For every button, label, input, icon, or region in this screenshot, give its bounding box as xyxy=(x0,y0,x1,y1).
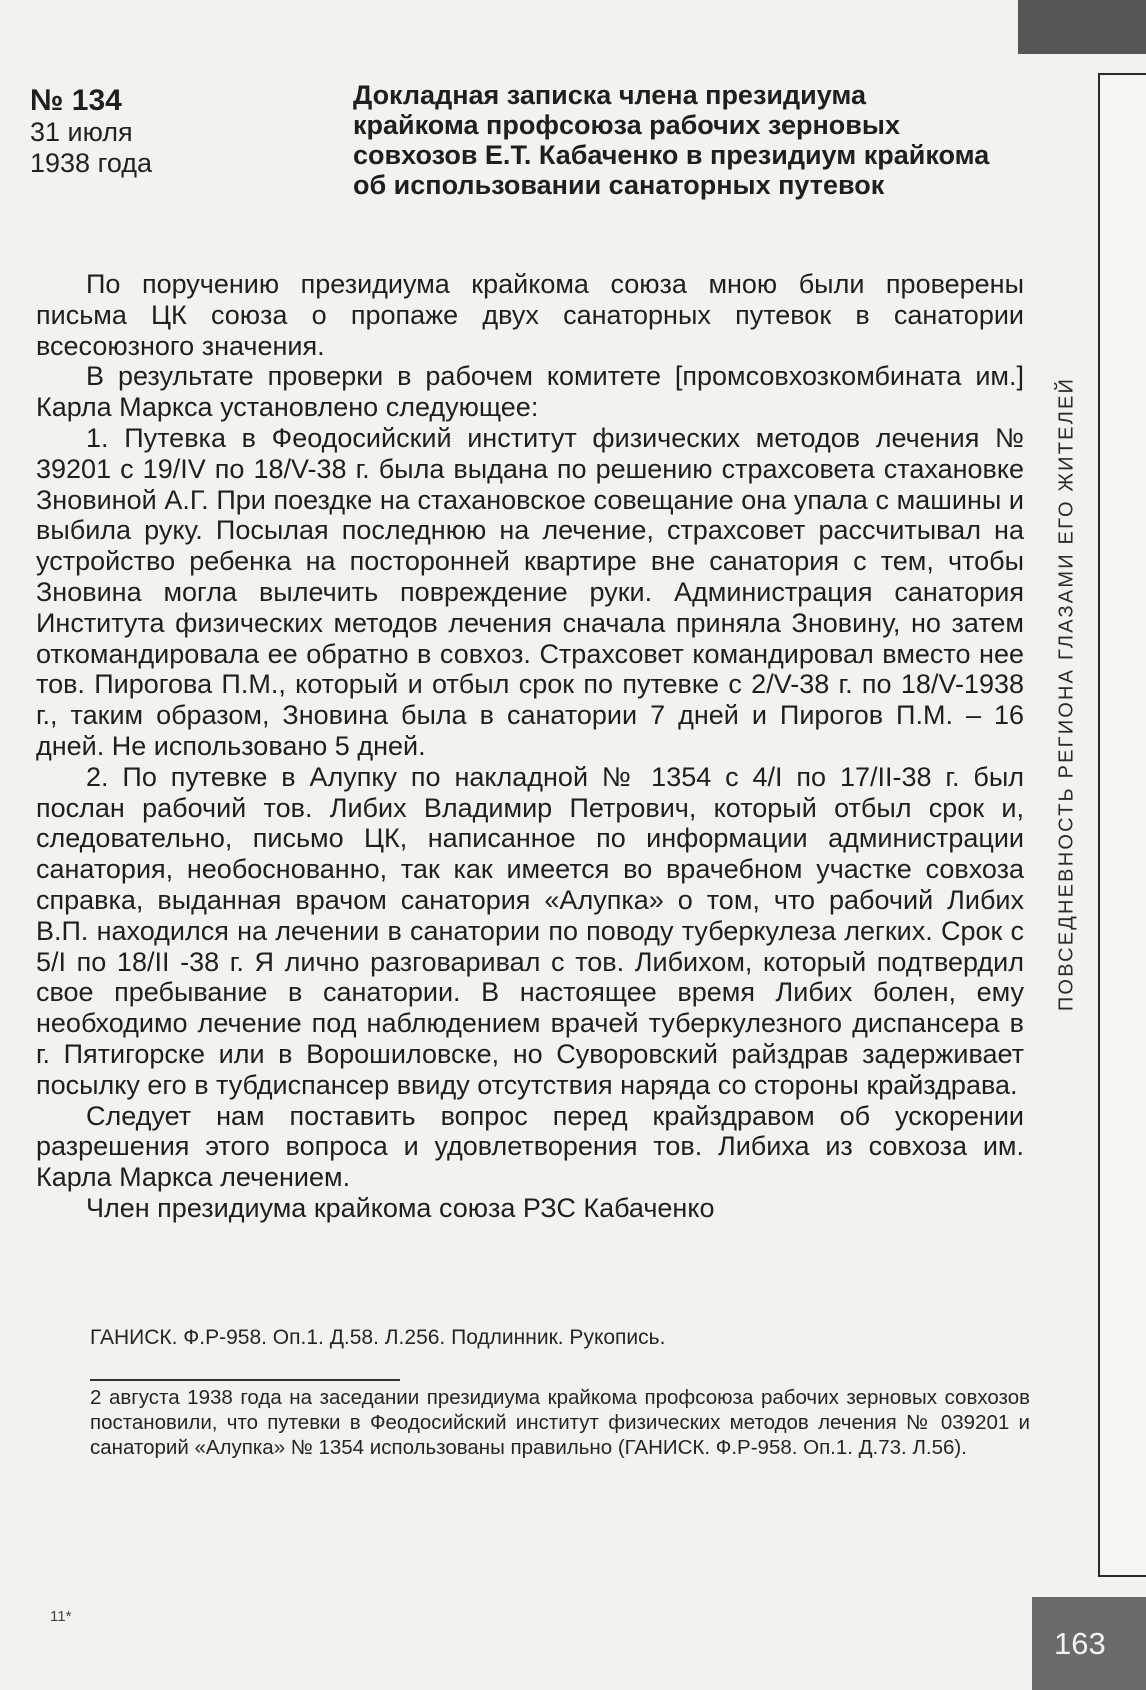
side-frame xyxy=(1098,73,1146,1577)
date-year: 1938 года xyxy=(30,148,153,178)
body-paragraph: Следует нам поставить вопрос перед крайздравом об ускорении разрешения этого вопроса и удовлетворения тов. Либиха из совхоза им. Карла Маркса лечением. xyxy=(36,1100,1024,1193)
document-title: Докладная записка члена президиума крайкома профсоюза рабочих зерновых совхозов Е.Т. Кабаченко в президиум крайкома об использовании санаторных путевок xyxy=(353,80,990,200)
archive-source: ГАНИСК. Ф.Р-958. Оп.1. Д.58. Л.256. Подлинник. Рукопись. xyxy=(90,1326,666,1349)
sheet-signature-mark: 11* xyxy=(50,1608,72,1625)
body-paragraph: В результате проверки в рабочем комитете [промсовхозкомбината им.] Карла Маркса установлено следующее: xyxy=(36,361,1024,423)
footnote: 2 августа 1938 года на заседании президиума крайкома профсоюза рабочих зерновых совхозов постановили, что путевки в Феодосийский институт физических методов лечения № 039201 и санаторий «Алупка» № 1354 использованы правильно (ГАНИСК. Ф.Р-958. Оп.1. Д.73. Л.56). xyxy=(90,1386,1030,1459)
corner-tab xyxy=(1018,0,1146,54)
signature: Член президиума крайкома союза РЗС Кабаченко xyxy=(86,1192,715,1223)
footnote-divider xyxy=(90,1379,400,1381)
page-number: 163 xyxy=(1032,1597,1146,1690)
document-date xyxy=(30,117,152,179)
body-paragraph: По поручению президиума крайкома союза мною были проверены письма ЦК союза о пропаже двух санаторных путевок в санатории всесоюзного значения. xyxy=(36,269,1024,361)
date-day: 31 июля xyxy=(30,117,133,147)
body-paragraph: 2. По путевке в Алупку по накладной № 1354 с 4/I по 17/II-38 г. был послан рабочий тов. Либих Владимир Петрович, который отбыл срок и, следовательно, письмо ЦК, написанное по информации администрации санатория, необоснованно, так как имеется во врачебном участке совхоза справка, выданная врачом санатория «Алупка» о том, что рабочий Либих В.П. находился на лечении в санатории по поводу туберкулеза легких. Срок с 5/I по 18/II -38 г. Я лично разговаривал с тов. Либихом, который подтвердил свое пребывание в санатории. В настоящее время Либих болен, ему необходимо лечение под наблюдением врачей туберкулезного диспансера в г. Пятигорске или в Ворошиловске, но Суворовский райздрав задерживает посылку его в тубдиспансер ввиду отсутствия наряда со стороны крайздрава. xyxy=(36,761,1024,1100)
document-body xyxy=(36,269,1024,1224)
body-paragraph: 1. Путевка в Феодосийский институт физических методов лечения № 39201 с 19/IV по 18/V-38 г. была выдана по решению страхсовета стахановке Зновиной А.Г. При поездке на стахановское совещание она упала с машины и выбила руку. Посылая последнюю на лечение, страхсовет рассчитывал на устройство ребенка на посторонней квартире вне санатория с тем, чтобы Зновина могла вылечить повреждение руки. Администрация санатория Института физических методов лечения сначала приняла Зновину, но затем откомандировала ее обратно в совхоз. Страхсовет командировал вместо нее тов. Пирогова П.М., который и отбыл срок по путевке с 2/V-38 г. по 18/V-1938 г., таким образом, Зновина была в санатории 7 дней и Пирогов П.М. – 16 дней. Не использовано 5 дней. xyxy=(36,422,1024,761)
side-label: ПОВСЕДНЕВНОСТЬ РЕГИОНА ГЛАЗАМИ ЕГО ЖИТЕЛЕЙ xyxy=(1055,376,1078,1012)
document-number: № 134 xyxy=(30,84,122,117)
